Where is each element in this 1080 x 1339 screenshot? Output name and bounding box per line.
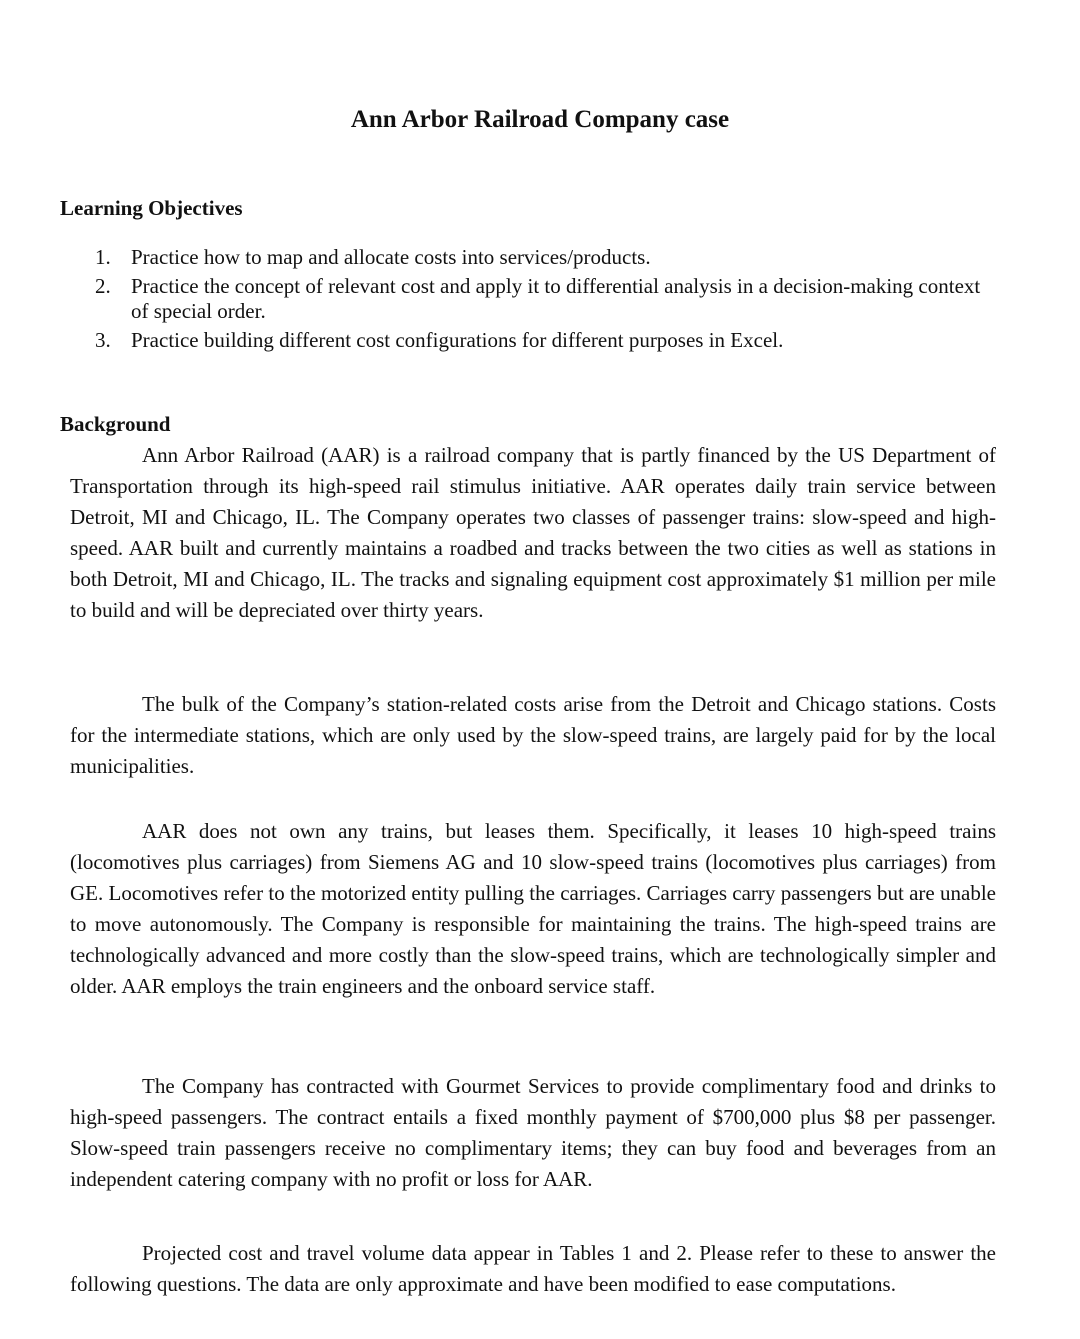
background-heading: Background — [60, 412, 171, 436]
background-paragraph-5: Projected cost and travel volume data appear in Tables 1 and 2. Please refer to these to answer the following questions. The data are only approximate and have been modified to ease computations. — [70, 1241, 996, 1296]
list-item — [95, 328, 985, 353]
background-paragraph-3: AAR does not own any trains, but leases them. Specifically, it leases 10 high-speed trains (locomotives plus carriages) from Siemens AG and 10 slow-speed trains (locomotives plus carriages) from GE. Locomotives refer to the motorized entity pulling the carriages. Carriages carry passengers but are unable to move autonomously. The Company is responsible for maintaining the trains. The high-speed trains are technologically advanced and more costly than the slow-speed trains, which are technologically simpler and older. AAR employs the train engineers and the onboard service staff. — [70, 819, 996, 998]
document-title: Ann Arbor Railroad Company case — [350, 106, 730, 133]
background-paragraph-2: The bulk of the Company’s station-related costs arise from the Detroit and Chicago stations. Costs for the intermediate stations, which are only used by the slow-speed trains, are largely paid for by the local municipalities. — [70, 692, 996, 778]
background-paragraph-1: Ann Arbor Railroad (AAR) is a railroad company that is partly financed by the US Department of Transportation through its high-speed rail stimulus initiative. AAR operates daily train service between Detroit, MI and Chicago, IL. The Company operates two classes of passenger trains: slow-speed and high-speed. AAR built and currently maintains a roadbed and tracks between the two cities as well as stations in both Detroit, MI and Chicago, IL. The tracks and signaling equipment cost approximately $1 million per mile to build and will be depreciated over thirty years. — [70, 443, 996, 622]
list-item-text: Practice the concept of relevant cost and apply it to differential analysis in a decision-making context of special order. — [131, 274, 981, 323]
list-item-number: 2. — [95, 274, 111, 298]
list-item-number: 3. — [95, 328, 111, 352]
list-item-text: Practice how to map and allocate costs into services/products. — [131, 245, 651, 269]
list-item-text: Practice building different cost configurations for different purposes in Excel. — [131, 328, 784, 352]
list-item — [95, 274, 985, 324]
learning-objectives-heading: Learning Objectives — [60, 196, 243, 220]
background-paragraph-4: The Company has contracted with Gourmet Services to provide complimentary food and drinks to high-speed passengers. The contract entails a fixed monthly payment of $700,000 plus $8 per passenger. Slow-speed train passengers receive no complimentary items; they can buy food and beverages from an independent catering company with no profit or loss for AAR. — [70, 1074, 996, 1191]
objectives-list — [95, 245, 985, 357]
list-item-number: 1. — [95, 245, 111, 269]
list-item — [95, 245, 985, 270]
